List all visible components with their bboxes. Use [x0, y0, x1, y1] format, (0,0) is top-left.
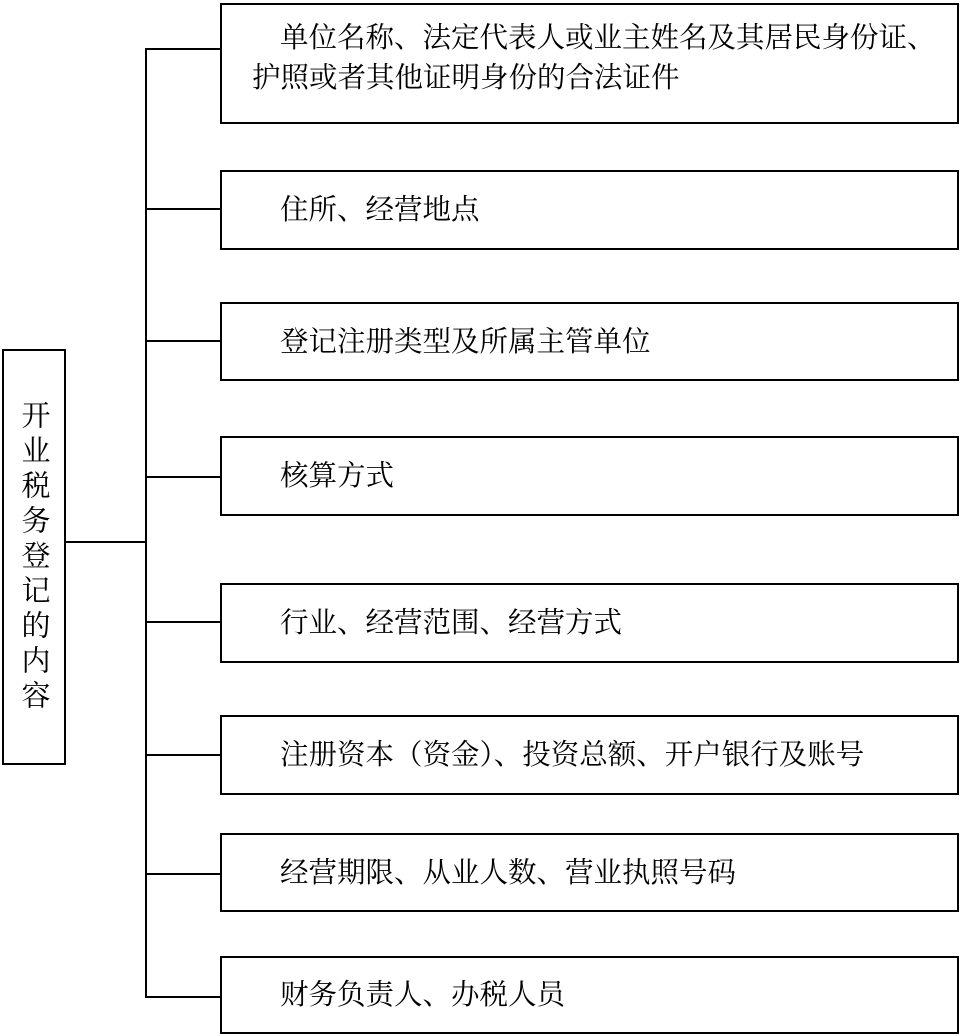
- branch-line: [145, 873, 220, 875]
- branch-line: [145, 754, 220, 756]
- branch-line: [145, 621, 220, 623]
- item-box: [220, 3, 959, 124]
- item-text: 登记注册类型及所属主管单位: [280, 324, 651, 358]
- branch-line: [145, 208, 220, 210]
- root-label: 开业税务登记的内容: [17, 399, 52, 715]
- item-text: 住所、经营地点: [280, 193, 480, 226]
- item-text: 经营期限、从业人数、营业执照号码: [280, 855, 737, 889]
- item-box: [220, 956, 959, 1034]
- item-box: [220, 302, 959, 381]
- item-text: 行业、经营范围、经营方式: [280, 606, 623, 639]
- root-box: [2, 349, 66, 765]
- item-text: 财务负责人、办税人员: [280, 978, 566, 1011]
- branch-line: [145, 48, 220, 50]
- branch-line: [145, 996, 220, 998]
- trunk-line: [145, 48, 147, 998]
- item-box: [220, 170, 959, 250]
- item-text: 注册资本（资金）、投资总额、开户银行及账号: [280, 738, 865, 771]
- root-connector: [66, 541, 146, 543]
- item-box: [220, 583, 959, 663]
- item-text: 单位名称、法定代表人或业主姓名及其居民身份证、护照或者其他证明身份的合法证件: [252, 21, 936, 94]
- branch-line: [145, 476, 220, 478]
- item-box: [220, 436, 959, 516]
- item-text: 核算方式: [280, 459, 395, 492]
- item-box: [220, 715, 959, 795]
- branch-line: [145, 340, 220, 342]
- item-box: [220, 833, 959, 912]
